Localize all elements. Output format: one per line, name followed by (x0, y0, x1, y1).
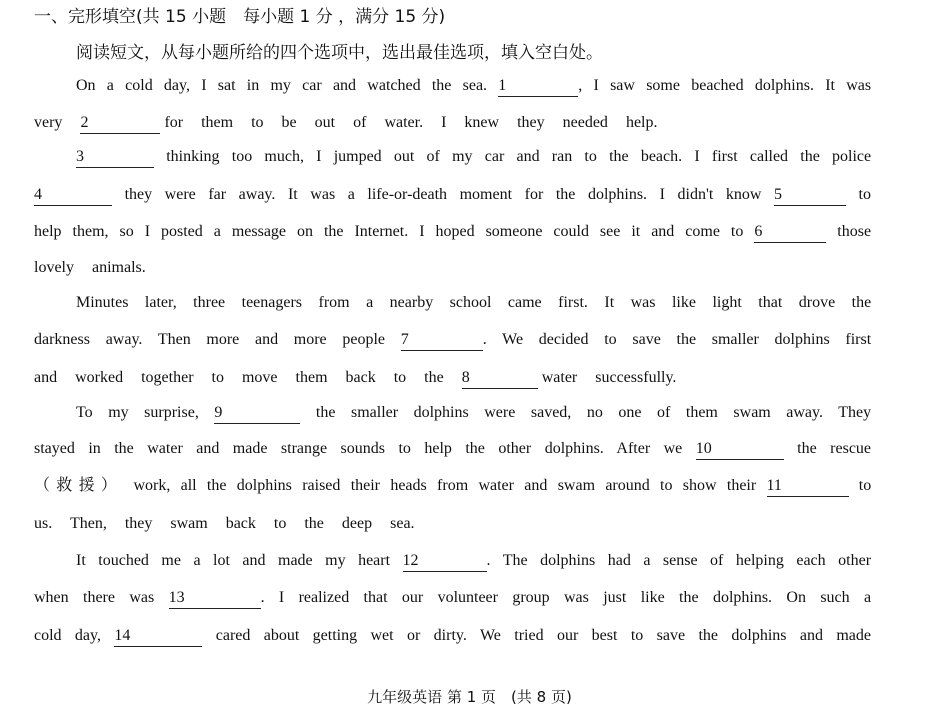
passage-word: the (800, 148, 820, 165)
passage-word: for (164, 114, 184, 131)
passage-word: my (270, 77, 291, 94)
passage-word: come (685, 223, 720, 240)
answer-blank-1[interactable]: 1 (498, 77, 578, 97)
passage-word: dolphins (413, 404, 469, 421)
passage-word: out (314, 114, 336, 131)
passage-word: them, (72, 223, 109, 240)
passage-word: jumped (333, 148, 382, 165)
passage-word: lovely (34, 259, 74, 276)
passage-line (76, 145, 871, 169)
passage-word: other (838, 552, 872, 569)
passage-word: that (758, 294, 783, 311)
passage-word: raised (302, 477, 341, 494)
passage-word: smaller (711, 331, 759, 348)
passage-word: the (304, 515, 324, 532)
passage-word: sea. (462, 77, 488, 94)
answer-blank-7[interactable]: 7 (401, 331, 483, 351)
passage-word: much, (264, 148, 304, 165)
passage-word: to (273, 515, 287, 532)
passage-word: helping (735, 552, 784, 569)
passage-word: was (129, 589, 155, 606)
passage-word: about (263, 627, 300, 644)
passage-word: sounds (340, 440, 385, 457)
passage-word: and (799, 627, 823, 644)
passage-word: didn't (677, 186, 714, 203)
passage-word: help. (625, 114, 658, 131)
passage-word: stayed (34, 440, 75, 457)
passage-word: ran (551, 148, 573, 165)
passage-word: help (424, 440, 452, 457)
answer-blank-10[interactable]: 10 (696, 440, 784, 460)
passage-word: us. (34, 515, 53, 532)
passage-word: successfully. (595, 369, 677, 386)
passage-word: surprise, (144, 404, 199, 421)
passage-word: the (555, 186, 576, 203)
passage-line (34, 111, 871, 135)
passage-word: away. (238, 186, 276, 203)
passage-word: saw (610, 77, 635, 94)
passage-word: touched (98, 552, 149, 569)
passage-word: car (302, 77, 322, 94)
passage-word: swam (170, 515, 208, 532)
passage-word: far (208, 186, 227, 203)
passage-word: heads (390, 477, 427, 494)
passage-word: first (845, 331, 872, 348)
answer-blank-12[interactable]: 12 (403, 552, 487, 572)
passage-line (34, 366, 871, 390)
passage-word: Internet. (354, 223, 409, 240)
passage-word: water (478, 477, 514, 494)
passage-word: the (206, 477, 227, 494)
passage-word: It (604, 294, 615, 311)
passage-word: They (838, 404, 872, 421)
page-footer: 九年级英语 第 1 页 (共 8 页) (367, 688, 572, 706)
passage-word: I (201, 77, 207, 94)
passage-word: the (323, 223, 344, 240)
punctuation: . (486, 552, 491, 569)
passage-word: （救援） (34, 477, 124, 494)
passage-word: such (820, 589, 850, 606)
passage-word: message (231, 223, 287, 240)
passage-word: were (164, 186, 196, 203)
passage-word: and (254, 331, 279, 348)
passage-line (76, 401, 871, 425)
passage-word: my (108, 404, 129, 421)
passage-line (34, 183, 871, 207)
passage-word: dolphins. (754, 77, 814, 94)
passage-word: when (34, 589, 69, 606)
passage-word: each (796, 552, 826, 569)
passage-word: away. (786, 404, 823, 421)
passage-word: too (231, 148, 253, 165)
passage-word: I (419, 223, 425, 240)
passage-line (34, 328, 871, 352)
passage-word: dolphins. (587, 186, 648, 203)
passage-word: cared (215, 627, 251, 644)
passage-word: other (498, 440, 532, 457)
passage-word: we (663, 440, 683, 457)
passage-word: posted (160, 223, 203, 240)
passage-word: water. (384, 114, 424, 131)
passage-word: had (607, 552, 631, 569)
passage-word: or (406, 627, 421, 644)
passage-word: After (616, 440, 651, 457)
passage-word: see (599, 223, 621, 240)
passage-word: so (119, 223, 134, 240)
passage-word: Minutes (76, 294, 129, 311)
passage-word: deep (341, 515, 373, 532)
passage-word: dolphins. (712, 589, 773, 606)
passage-word: save (656, 627, 686, 644)
passage-word: them (685, 404, 718, 421)
passage-word: came (507, 294, 542, 311)
passage-word: more (206, 331, 240, 348)
passage-word: decided (538, 331, 589, 348)
passage-word: more (293, 331, 327, 348)
passage-word: them (201, 114, 234, 131)
passage-word: It (76, 552, 86, 569)
passage-line (34, 474, 871, 498)
passage-word: volunteer (437, 589, 498, 606)
passage-word: to (660, 477, 673, 494)
passage-word: day, (163, 77, 190, 94)
passage-word: I (694, 148, 700, 165)
passage-word: was (310, 186, 336, 203)
passage-word: best (591, 627, 618, 644)
passage-word: the (315, 404, 336, 421)
passage-word: people (342, 331, 386, 348)
passage-word: there (83, 589, 115, 606)
passage-word: rescue (830, 440, 872, 457)
passage-word: the (851, 294, 872, 311)
passage-line (34, 220, 871, 244)
passage-word: cold (125, 77, 153, 94)
answer-blank-11[interactable]: 11 (767, 477, 849, 497)
passage-word: water (147, 440, 183, 457)
passage-word: first (711, 148, 738, 165)
passage-word: realized (298, 589, 350, 606)
passage-line (34, 437, 871, 461)
passage-word: heart (358, 552, 391, 569)
passage-word: show (682, 477, 717, 494)
section-heading: 一、完形填空(共 15 小题 每小题 1 分 ，满分 15 分) (34, 7, 446, 27)
answer-blank-8[interactable]: 8 (462, 369, 538, 389)
passage-word: the (431, 77, 452, 94)
passage-word: knew (464, 114, 500, 131)
passage-word: some (646, 77, 680, 94)
passage-word: To (76, 404, 93, 421)
passage-word: smaller (350, 404, 399, 421)
passage-word: from (437, 477, 469, 494)
passage-word: to (858, 477, 872, 494)
passage-word: We (502, 331, 524, 348)
answer-blank-4[interactable]: 4 (34, 186, 112, 206)
passage-word: dolphins (540, 552, 596, 569)
passage-word: on (296, 223, 313, 240)
passage-word: and (34, 369, 58, 386)
passage-word: help (34, 223, 62, 240)
passage-word: swam (557, 477, 596, 494)
passage-word: that (363, 589, 388, 606)
passage-word: and (524, 477, 548, 494)
passage-word: I (278, 589, 285, 606)
passage-word: they (124, 186, 153, 203)
passage-word: It (287, 186, 298, 203)
passage-word: getting (312, 627, 358, 644)
passage-word: and (242, 552, 266, 569)
passage-word: them (295, 369, 328, 386)
passage-word: I (441, 114, 447, 131)
passage-line (34, 512, 871, 536)
section-instruction: 阅读短文，从每小题所给的四个选项中，选出最佳选项，填入空白处。 (76, 43, 603, 63)
passage-word: the (797, 440, 817, 457)
passage-word: my (325, 552, 346, 569)
passage-word: teenagers (241, 294, 303, 311)
passage-word: to (211, 369, 224, 386)
passage-word: dolphins (774, 331, 830, 348)
answer-blank-5[interactable]: 5 (774, 186, 846, 206)
passage-word: The (502, 552, 528, 569)
passage-word: called (749, 148, 789, 165)
passage-word: the (698, 627, 718, 644)
passage-word: their (726, 477, 757, 494)
passage-word: made (278, 552, 313, 569)
passage-word: beach. (640, 148, 683, 165)
passage-word: life-or-death (367, 186, 448, 203)
passage-word: drove (798, 294, 836, 311)
passage-word: the (676, 331, 697, 348)
passage-word: to (393, 369, 407, 386)
passage-word: a (347, 186, 355, 203)
passage-word: for (524, 186, 544, 203)
passage-word: car (484, 148, 505, 165)
passage-word: our (556, 627, 579, 644)
passage-word: like (671, 294, 696, 311)
punctuation: . (482, 331, 487, 348)
blank-with-punctuation (498, 77, 582, 94)
passage-word: moment (459, 186, 513, 203)
passage-word: strange (280, 440, 328, 457)
passage-word: later, (144, 294, 177, 311)
passage-word: their (350, 477, 381, 494)
passage-word: thinking (166, 148, 220, 165)
passage-word: our (401, 589, 424, 606)
passage-word: all (180, 477, 197, 494)
passage-word: was (630, 294, 656, 311)
passage-word: the (424, 369, 444, 386)
passage-word: of (710, 552, 724, 569)
passage-word: move (241, 369, 278, 386)
passage-word: lot (213, 552, 230, 569)
passage-word: back (345, 369, 376, 386)
passage-word: school (449, 294, 492, 311)
passage-word: saved, (530, 404, 572, 421)
passage-word: sense (662, 552, 698, 569)
passage-word: group (512, 589, 550, 606)
passage-word: and (196, 440, 220, 457)
passage-word: to (604, 331, 617, 348)
answer-blank-2[interactable]: 2 (80, 114, 160, 134)
passage-line (76, 74, 871, 98)
passage-word: back (225, 515, 256, 532)
passage-word: day, (74, 627, 101, 644)
passage-word: and (651, 223, 675, 240)
passage-word: watched (367, 77, 421, 94)
passage-word: know (725, 186, 762, 203)
passage-word: Then (157, 331, 191, 348)
passage-word: dolphins (731, 627, 787, 644)
passage-word: of (426, 148, 440, 165)
passage-word: someone (485, 223, 543, 240)
answer-blank-14[interactable]: 14 (114, 627, 202, 647)
passage-word: the (465, 440, 485, 457)
passage-word: worked (75, 369, 124, 386)
passage-word: made (232, 440, 268, 457)
passage-word: made (836, 627, 872, 644)
passage-word: the (114, 440, 134, 457)
passage-word: they (124, 515, 153, 532)
passage-word: dolphins (236, 477, 292, 494)
passage-word: me (161, 552, 181, 569)
passage-word: to (630, 627, 644, 644)
passage-word: On (786, 589, 806, 606)
passage-word: nearby (389, 294, 434, 311)
passage-word: a (106, 77, 114, 94)
passage-word: a (366, 294, 374, 311)
answer-blank-6[interactable]: 6 (754, 223, 826, 243)
passage-word: it (631, 223, 641, 240)
passage-word: darkness (34, 331, 90, 348)
passage-word: beached (691, 77, 744, 94)
punctuation: , (578, 77, 583, 94)
passage-word: a (643, 552, 651, 569)
passage-word: I (593, 77, 599, 94)
passage-word: save (632, 331, 661, 348)
passage-line (34, 624, 871, 648)
punctuation: . (260, 589, 265, 606)
passage-word: they (517, 114, 545, 131)
blank-with-punctuation (401, 331, 487, 348)
passage-word: wet (370, 627, 394, 644)
passage-word: of (353, 114, 367, 131)
passage-word: swam (733, 404, 771, 421)
passage-word: was (846, 77, 872, 94)
passage-word: work, (133, 477, 171, 494)
passage-word: hoped (435, 223, 475, 240)
passage-word: away. (105, 331, 143, 348)
passage-word: my (452, 148, 473, 165)
passage-word: out (393, 148, 415, 165)
passage-word: first. (558, 294, 588, 311)
passage-word: animals. (92, 259, 146, 276)
passage-line (34, 256, 871, 280)
passage-word: sea. (390, 515, 415, 532)
passage-word: light (712, 294, 742, 311)
passage-word: the (609, 148, 629, 165)
passage-word: dolphins. (544, 440, 604, 457)
answer-blank-9[interactable]: 9 (214, 404, 300, 424)
passage-word: cold (34, 627, 62, 644)
passage-word: like (640, 589, 665, 606)
passage-word: one (618, 404, 642, 421)
passage-word: On (76, 77, 96, 94)
passage-word: from (318, 294, 350, 311)
passage-word: no (586, 404, 603, 421)
passage-word: Then, (69, 515, 107, 532)
passage-word: It (825, 77, 835, 94)
passage-word: needed (562, 114, 608, 131)
passage-word: I (659, 186, 665, 203)
passage-word: and (332, 77, 357, 94)
passage-word: be (281, 114, 297, 131)
passage-word: I (144, 223, 151, 240)
passage-word: water (541, 369, 578, 386)
passage-word: We (479, 627, 501, 644)
passage-word: a (193, 552, 201, 569)
passage-word: dirty. (433, 627, 467, 644)
passage-word: three (193, 294, 226, 311)
passage-word: very (34, 114, 63, 131)
passage-word: I (316, 148, 322, 165)
passage-word: and (516, 148, 540, 165)
passage-line (34, 586, 871, 610)
passage-word: the (679, 589, 699, 606)
passage-word: to (584, 148, 597, 165)
passage-word: in (88, 440, 101, 457)
passage-word: those (837, 223, 872, 240)
passage-line (76, 549, 871, 573)
passage-word: in (246, 77, 260, 94)
passage-word: to (730, 223, 744, 240)
answer-blank-13[interactable]: 13 (169, 589, 261, 609)
passage-word: were (484, 404, 516, 421)
passage-word: a (213, 223, 221, 240)
passage-word: of (657, 404, 671, 421)
passage-word: to (251, 114, 264, 131)
passage-word: could (553, 223, 589, 240)
answer-blank-3[interactable]: 3 (76, 148, 154, 168)
passage-word: was (564, 589, 589, 606)
passage-word: police (832, 148, 872, 165)
passage-word: sat (217, 77, 236, 94)
blank-with-punctuation (403, 552, 491, 569)
passage-word: to (858, 186, 871, 203)
passage-word: just (603, 589, 627, 606)
passage-word: to (398, 440, 411, 457)
passage-word: a (863, 589, 872, 606)
passage-line (76, 291, 871, 315)
passage-word: around (605, 477, 650, 494)
blank-with-punctuation (169, 589, 265, 606)
passage-word: tried (514, 627, 544, 644)
passage-word: together (141, 369, 194, 386)
